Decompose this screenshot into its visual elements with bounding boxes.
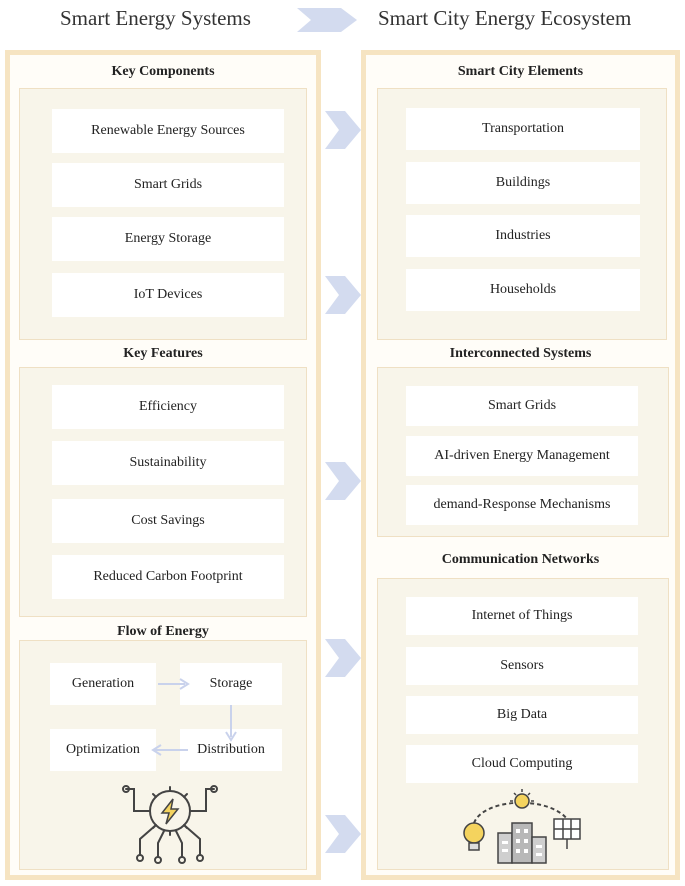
buildings-icon [498,823,546,863]
smart-city-icon [460,789,584,865]
chevron-right-icon [325,276,361,314]
interconnected-systems-section [377,367,669,537]
feature-card: Efficiency [52,385,284,429]
smart-city-elements-title: Smart City Elements [457,64,584,79]
flow-storage: Storage [180,663,282,705]
chevron-right-icon [325,111,361,149]
flow-distribution: Distribution [180,729,282,771]
chevron-right-icon [325,815,361,853]
system-card: Smart Grids [406,386,638,426]
sun-icon [515,794,529,808]
key-features-section [19,367,307,617]
network-card: Sensors [406,647,638,685]
network-card: Big Data [406,696,638,734]
city-element-card: Households [406,269,640,311]
component-card: Smart Grids [52,163,284,207]
component-card: Energy Storage [52,217,284,261]
flow-of-energy-section [19,640,307,870]
flow-generation: Generation [50,663,156,705]
city-element-card: Transportation [406,108,640,150]
feature-card: Sustainability [52,441,284,485]
key-components-section [19,88,307,340]
lightbulb-icon [464,823,484,850]
system-card: demand-Response Mechanisms [406,485,638,525]
component-card: Renewable Energy Sources [52,109,284,153]
system-card: AI-driven Energy Management [406,436,638,476]
flow-of-energy-title: Flow of Energy [117,624,209,639]
flow-optimization: Optimization [50,729,156,771]
circuit-gear-bolt-icon [120,779,220,865]
left-column-title: Smart Energy Systems [60,6,251,30]
communication-networks-section [377,578,669,870]
component-card: IoT Devices [52,273,284,317]
interconnected-systems-title: Interconnected Systems [449,346,592,361]
city-element-card: Industries [406,215,640,257]
right-column [361,50,680,880]
city-element-card: Buildings [406,162,640,204]
key-features-title: Key Features [123,346,203,361]
chevron-right-icon [325,639,361,677]
left-column [5,50,321,880]
network-card: Internet of Things [406,597,638,635]
feature-card: Cost Savings [52,499,284,543]
network-card: Cloud Computing [406,745,638,783]
chevron-right-icon [325,462,361,500]
feature-card: Reduced Carbon Footprint [52,555,284,599]
right-column-title: Smart City Energy Ecosystem [378,6,632,30]
solar-panel-icon [554,819,580,849]
smart-city-elements-section [377,88,667,340]
communication-networks-title: Communication Networks [441,552,600,567]
header-arrow-icon [297,7,359,33]
key-components-title: Key Components [111,64,215,79]
